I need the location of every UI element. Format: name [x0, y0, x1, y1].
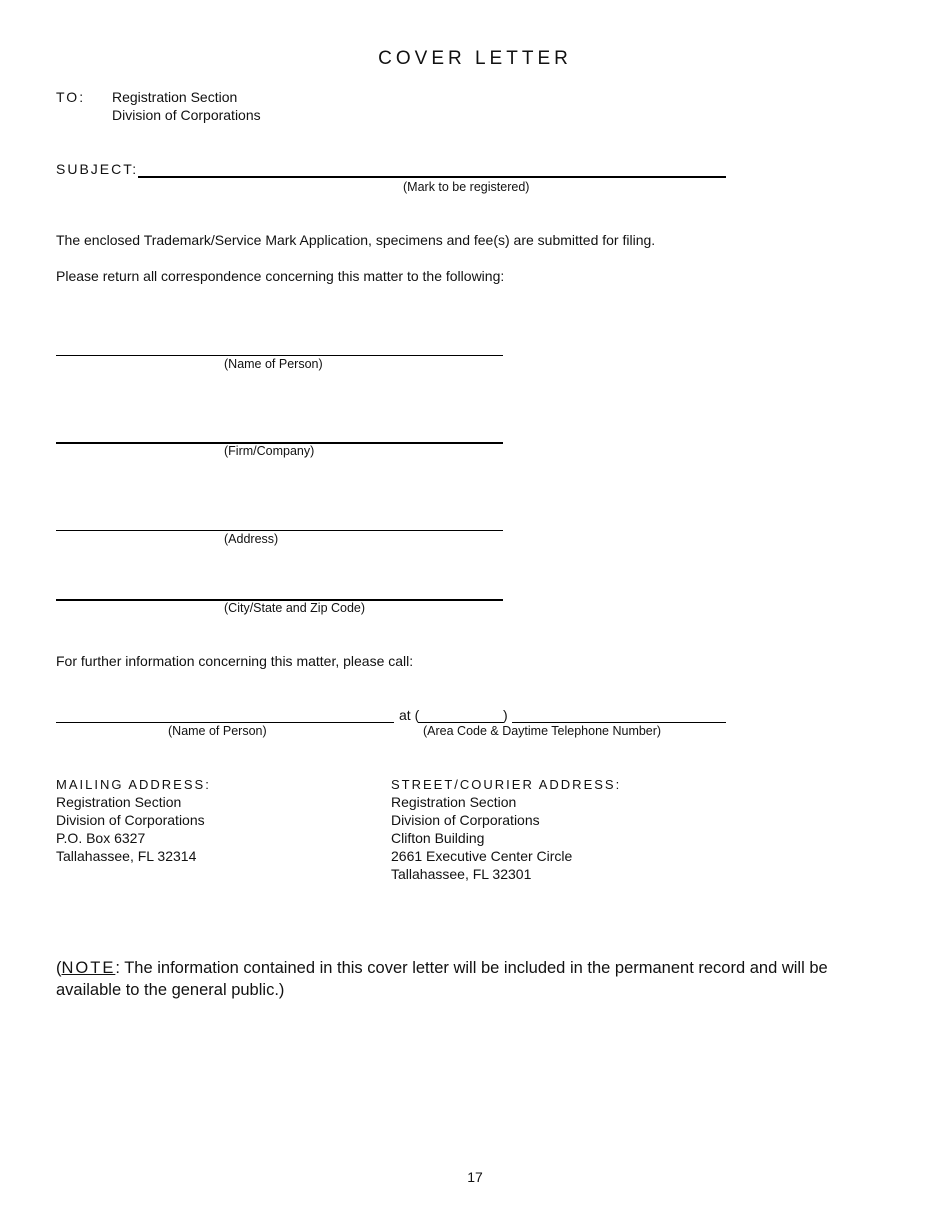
subject-label: SUBJECT: — [56, 161, 139, 177]
mailing-address-line-1: Registration Section — [56, 794, 182, 810]
contact-name-line[interactable] — [56, 722, 394, 723]
note-label: NOTE — [61, 959, 116, 977]
to-line-2: Division of Corporations — [112, 107, 261, 123]
address-line[interactable] — [56, 530, 503, 531]
address-caption: (Address) — [224, 532, 279, 546]
note-text: : The information contained in this cover letter will be included in the permanent record and will be available to the general public.) — [56, 959, 828, 999]
mailing-address-line-2: Division of Corporations — [56, 812, 205, 828]
body-paragraph-2: Please return all correspondence concerning this matter to the following: — [56, 268, 505, 284]
street-address-line-1: Registration Section — [391, 794, 517, 810]
mailing-address-heading: MAILING ADDRESS: — [56, 777, 211, 792]
name-of-person-line[interactable] — [56, 355, 503, 356]
body-paragraph-1: The enclosed Trademark/Service Mark Application, specimens and fee(s) are submitted for filing. — [56, 232, 656, 248]
city-state-zip-caption: (City/State and Zip Code) — [224, 601, 366, 615]
contact-at-open: at ( — [399, 707, 420, 723]
subject-caption: (Mark to be registered) — [403, 180, 530, 194]
firm-company-caption: (Firm/Company) — [224, 444, 315, 458]
street-address-line-2: Division of Corporations — [391, 812, 540, 828]
contact-name-caption: (Name of Person) — [168, 724, 267, 738]
name-of-person-caption: (Name of Person) — [224, 357, 323, 371]
street-address-heading: STREET/COURIER ADDRESS: — [391, 777, 622, 792]
mailing-address-line-3: P.O. Box 6327 — [56, 830, 146, 846]
note-paragraph — [56, 957, 886, 1001]
page-number: 17 — [467, 1169, 483, 1185]
contact-intro: For further information concerning this matter, please call: — [56, 653, 414, 669]
to-label: TO: — [56, 89, 86, 105]
street-address-line-5: Tallahassee, FL 32301 — [391, 866, 532, 882]
to-line-1: Registration Section — [112, 89, 238, 105]
note-open-paren: ( — [56, 959, 62, 977]
page-title: COVER LETTER — [378, 48, 572, 69]
street-address-line-4: 2661 Executive Center Circle — [391, 848, 573, 864]
contact-phone-caption: (Area Code & Daytime Telephone Number) — [423, 724, 662, 738]
telephone-line[interactable] — [512, 722, 726, 723]
area-code-line[interactable] — [418, 722, 504, 723]
street-address-line-3: Clifton Building — [391, 830, 485, 846]
mailing-address-line-4: Tallahassee, FL 32314 — [56, 848, 197, 864]
contact-at-close: ) — [503, 707, 508, 723]
subject-line[interactable] — [138, 176, 726, 178]
